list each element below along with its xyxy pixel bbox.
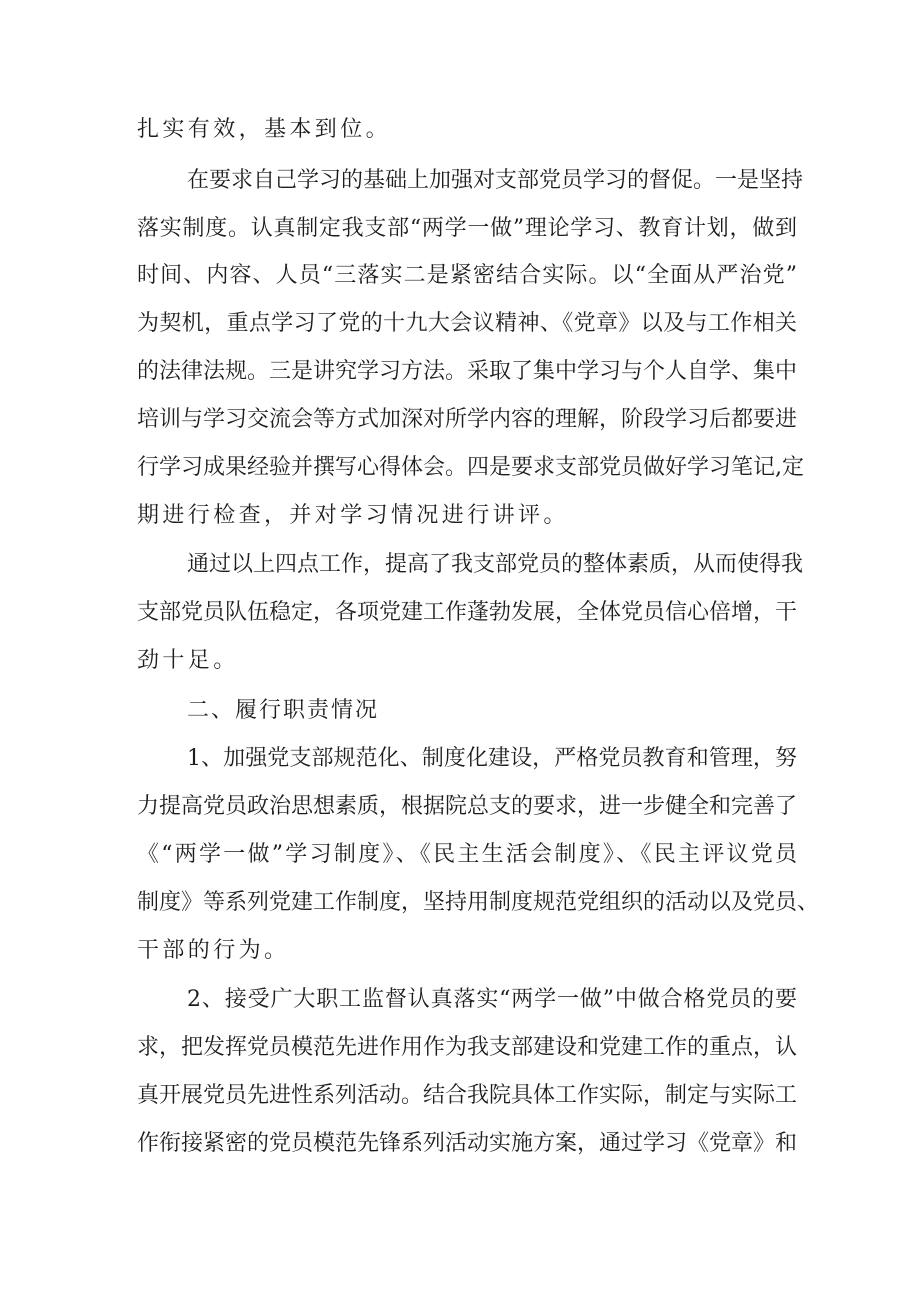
text-line: 劲十足。 [137,648,239,673]
text-line: 通过以上四点工作，提高了我支部党员的整体素质，从而使得我 [187,552,804,577]
text-line: 行学习成果经验并撰写心得体会。四是要求支部党员做好学习笔记,定 [137,455,804,480]
text-line: 力提高党员政治思想素质，根据院总支的要求，进一步健全和完善了 [137,794,798,819]
text-line: 的法律法规。三是讲究学习方法。采取了集中学习与个人自学、集中 [137,359,798,384]
text-line: 《“两学一做”学习制度》、《民主生活会制度》、《民主评议党员 [137,842,797,867]
text-line: 落实制度。认真制定我支部“两学一做”理论学习、教育计划，做到 [137,216,797,241]
text-line: 为契机，重点学习了党的十九大会议精神、《党章》以及与工作相关 [137,311,797,336]
text-line: 期进行检查，并对学习情况进行讲评。 [137,503,569,528]
text-line: 时间、内容、人员“三落实二是紧密结合实际。以“全面从严治党” [137,263,797,288]
text-line: 扎实有效，基本到位。 [137,117,392,142]
text-line: 2、接受广大职工监督认真落实“两学一做”中做合格党员的要 [187,987,797,1012]
text-line: 制度》等系列党建工作制度，坚持用制度规范党组织的活动以及党员、 [137,890,820,915]
text-line: 1、加强党支部规范化、制度化建设，严格党员教育和管理，努 [187,746,797,771]
text-line: 培训与学习交流会等方式加深对所学内容的理解，阶段学习后都要进 [137,407,798,432]
text-line: 在要求自己学习的基础上加强对支部党员学习的督促。一是坚持 [187,168,804,193]
text-line: 支部党员队伍稳定，各项党建工作蓬勃发展，全体党员信心倍增，干 [137,600,798,625]
text-line: 作衔接紧密的党员模范先锋系列活动实施方案，通过学习《党章》和 [137,1131,798,1156]
text-line: 真开展党员先进性系列活动。结合我院具体工作实际，制定与实际工 [137,1083,798,1108]
text-line: 求，把发挥党员模范先进作用作为我支部建设和党建工作的重点，认 [137,1035,798,1060]
text-line: 干部的行为。 [137,938,290,963]
section-heading: 二、履行职责情况 [187,698,380,723]
